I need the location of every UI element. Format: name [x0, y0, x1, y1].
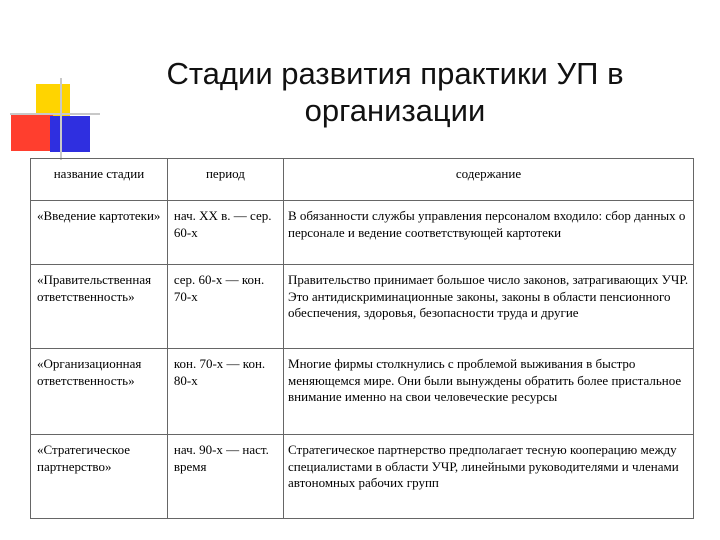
slide-title: Стадии развития практики УП в организации — [166, 56, 624, 128]
content-cell: Стратегическое партнерство предполагает тесную кооперацию между специалистами в области УЧР, линейными руководителями и членами автономных рабочих групп — [284, 435, 694, 519]
header-stage-name: название стадии — [31, 159, 168, 201]
period-cell: сер. 60-х — кон. 70-х — [167, 265, 283, 349]
decor-red-square — [11, 115, 53, 151]
decor-vertical-line — [60, 78, 62, 160]
stage-name-cell: «Введение картотеки» — [31, 201, 168, 265]
table-row — [31, 265, 694, 349]
table-row — [31, 349, 694, 435]
stage-name-cell: «Стратегическое партнерство» — [31, 435, 168, 519]
content-cell: В обязанности службы управления персоналом входило: сбор данных о персонале и ведение соответствующей картотеки — [284, 201, 694, 265]
stages-table — [30, 158, 694, 519]
stage-name-cell: «Организационная ответственность» — [31, 349, 168, 435]
table-row — [31, 435, 694, 519]
period-cell: нач. XX в. — сер. 60-х — [167, 201, 283, 265]
stage-name-cell: «Правительственная ответственность» — [31, 265, 168, 349]
period-cell: нач. 90-х — наст. время — [167, 435, 283, 519]
table-row — [31, 201, 694, 265]
period-cell: кон. 70-х — кон. 80-х — [167, 349, 283, 435]
decor-blue-square — [50, 116, 90, 152]
table-header-row — [31, 159, 694, 201]
decor-horizontal-line — [10, 113, 100, 115]
header-period: период — [167, 159, 283, 201]
content-cell: Многие фирмы столкнулись с проблемой выживания в быстро меняющемся мире. Они были вынуждены обратить более пристальное внимание именно на свои человеческие ресурсы — [284, 349, 694, 435]
header-content: содержание — [284, 159, 694, 201]
content-cell: Правительство принимает большое число законов, затрагивающих УЧР. Это антидискриминационные законы, законы в области пенсионного обеспечения, здоровья, безопасности труда и другие — [284, 265, 694, 349]
